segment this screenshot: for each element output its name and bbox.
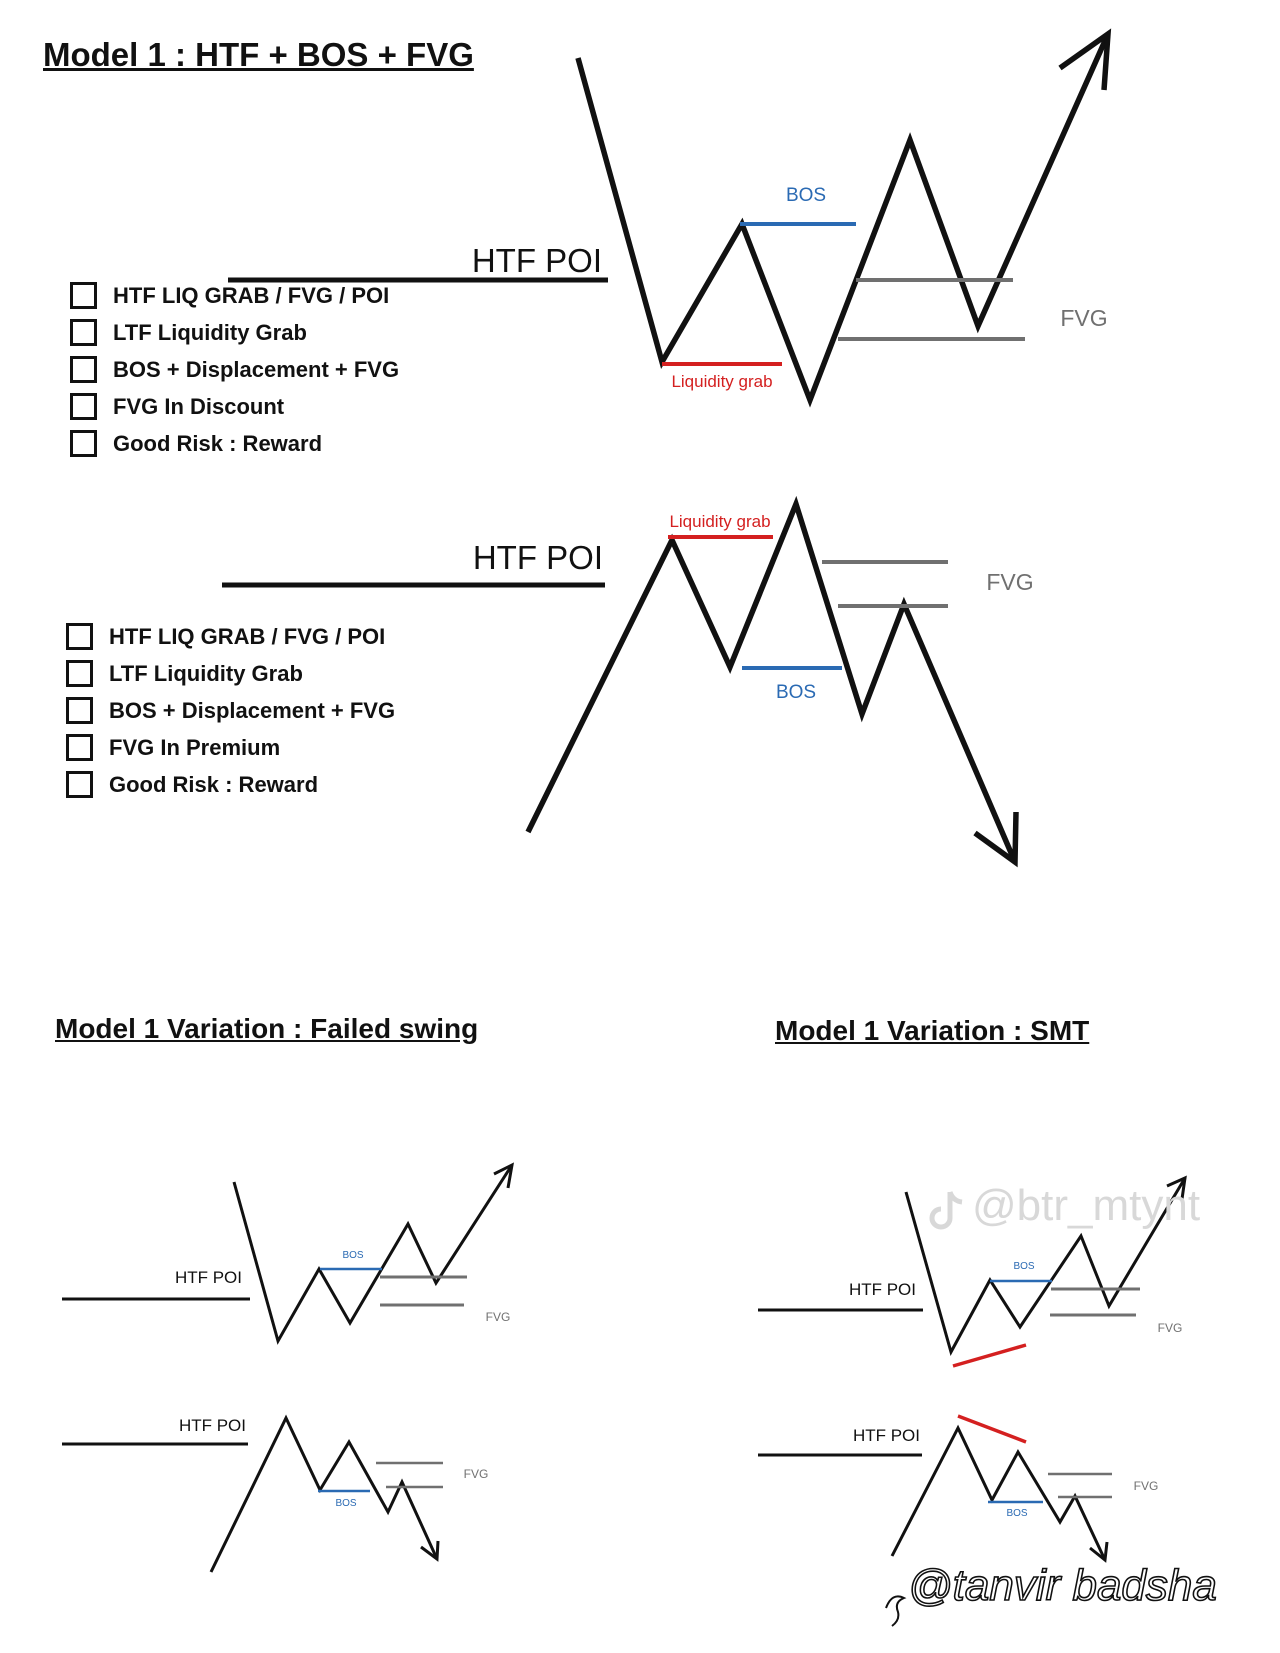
bos-label: BOS (775, 682, 817, 703)
liquidity-grab-label: Liquidity grab (669, 512, 771, 531)
htf-poi-label: HTF POI (472, 539, 603, 576)
price-path (211, 1418, 437, 1572)
liquidity-grab-label: Liquidity grab (671, 372, 773, 391)
checklist-item-label: LTF Liquidity Grab (113, 319, 307, 345)
htf-poi-label: HTF POI (174, 1268, 242, 1287)
author-watermark (886, 1561, 1217, 1626)
checklist-item-label: BOS + Displacement + FVG (109, 697, 396, 723)
fvg-label: FVG (986, 569, 1034, 595)
price-path (578, 34, 1108, 400)
bullish-model-diagram (228, 34, 1108, 400)
bos-label: BOS (1006, 1508, 1028, 1519)
htf-poi-label: HTF POI (852, 1426, 920, 1445)
author-handle: @tanvir badsha (908, 1561, 1217, 1610)
bos-label: BOS (335, 1498, 357, 1509)
tiktok-watermark (932, 1181, 1200, 1230)
price-path (234, 1165, 512, 1341)
fvg-label: FVG (1060, 305, 1108, 331)
fvg-label: FVG (463, 1467, 489, 1481)
bos-label: BOS (785, 185, 827, 206)
zhihu-icon (886, 1596, 904, 1626)
bos-label: BOS (1013, 1261, 1035, 1272)
fvg-label: FVG (1133, 1479, 1159, 1493)
price-path (892, 1428, 1105, 1560)
fvg-label: FVG (1157, 1321, 1183, 1335)
htf-poi-label: HTF POI (178, 1416, 246, 1435)
htf-poi-label: HTF POI (848, 1280, 916, 1299)
checklist-item-label: FVG In Discount (113, 393, 285, 419)
smt-divergence-line (958, 1416, 1026, 1442)
failed-swing-bearish-diagram (62, 1416, 488, 1572)
bos-label: BOS (342, 1250, 364, 1261)
smt-bearish-diagram (758, 1416, 1158, 1560)
fvg-label: FVG (485, 1310, 511, 1324)
checklist-item-label: Good Risk : Reward (109, 771, 319, 797)
smt-divergence-line (953, 1345, 1026, 1366)
tiktok-handle: @btr_mtynt (972, 1181, 1201, 1230)
checklist-item-label: FVG In Premium (109, 734, 281, 760)
checklist-item-label: HTF LIQ GRAB / FVG / POI (113, 282, 390, 308)
checklist-item-label: HTF LIQ GRAB / FVG / POI (109, 623, 386, 649)
htf-poi-label: HTF POI (471, 242, 602, 279)
main-title: Model 1 : HTF + BOS + FVG (43, 36, 474, 73)
bearish-model-diagram (222, 504, 1034, 862)
checklist-item-label: LTF Liquidity Grab (109, 660, 303, 686)
checklist-item-label: BOS + Displacement + FVG (113, 356, 400, 382)
failed-swing-bullish-diagram (62, 1165, 512, 1341)
checklist-item-label: Good Risk : Reward (113, 430, 323, 456)
failed-swing-title: Model 1 Variation : Failed swing (55, 1013, 479, 1044)
smt-title: Model 1 Variation : SMT (775, 1015, 1090, 1046)
tiktok-icon (932, 1192, 962, 1227)
